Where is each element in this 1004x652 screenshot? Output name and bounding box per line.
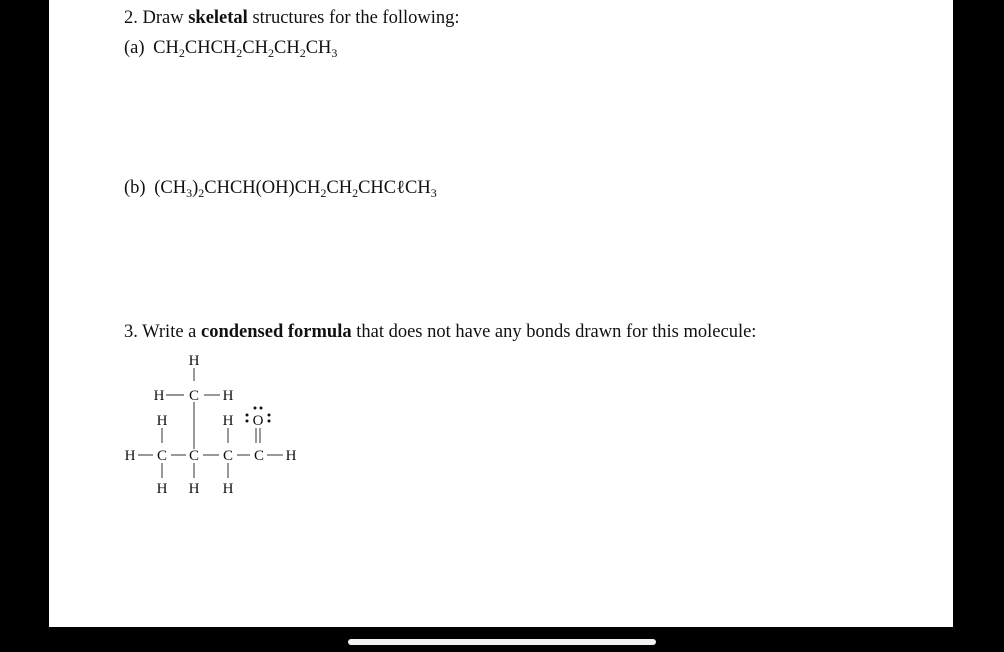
- atom-h-below-c1: H: [156, 481, 168, 497]
- atom-c3: C: [222, 448, 234, 464]
- formula-subscript: 2: [299, 46, 306, 60]
- formula-text: CH: [242, 38, 268, 58]
- formula-text: CHCH(OH)CH: [204, 178, 321, 198]
- formula-subscript: 2: [198, 186, 205, 200]
- question-2b: [124, 178, 437, 199]
- lone-pair-dot: [254, 407, 257, 410]
- formula-text: CH: [326, 178, 353, 198]
- question-2b-formula: [154, 178, 437, 198]
- question-3-number: 3.: [124, 322, 138, 342]
- question-2b-label: (b): [124, 178, 146, 198]
- formula-subscript: 2: [352, 186, 359, 200]
- question-2a-formula: [153, 38, 337, 58]
- formula-text: CH: [305, 38, 332, 58]
- question-2a: [124, 38, 337, 59]
- question-3-bold-term: condensed formula: [201, 322, 352, 342]
- formula-text: CH: [153, 38, 179, 58]
- atom-c4: C: [253, 448, 265, 464]
- atom-c2: C: [188, 448, 200, 464]
- formula-subscript: 3: [430, 186, 437, 200]
- atom-h-above-c1: H: [156, 413, 168, 429]
- question-2a-label: (a): [124, 38, 145, 58]
- lone-pair-dot: [268, 420, 271, 423]
- question-3-prefix: Write a: [142, 322, 197, 342]
- atom-c1: C: [156, 448, 168, 464]
- question-3: [124, 322, 756, 343]
- atom-c-mid: C: [188, 388, 200, 404]
- question-2-bold-term: skeletal: [188, 8, 248, 28]
- atom-h-above-c3: H: [222, 413, 234, 429]
- atom-h-mid-left: H: [153, 388, 165, 404]
- lone-pair-dot: [246, 414, 249, 417]
- formula-text: CH: [273, 38, 300, 58]
- formula-text: CHCℓCH: [358, 178, 431, 198]
- atom-h-mid-right: H: [222, 388, 234, 404]
- formula-subscript: 2: [178, 46, 185, 60]
- lone-pair-dot: [260, 407, 263, 410]
- formula-subscript: 3: [186, 186, 193, 200]
- atom-h-below-c3: H: [222, 481, 234, 497]
- worksheet-page: [49, 0, 953, 627]
- formula-text: CHCH: [184, 38, 237, 58]
- question-2: [124, 8, 460, 29]
- question-2-suffix: structures for the following:: [252, 8, 460, 28]
- question-2-prefix: Draw: [142, 8, 184, 28]
- home-indicator[interactable]: [348, 639, 656, 645]
- formula-text: ): [192, 178, 199, 198]
- lone-pair-dot: [268, 414, 271, 417]
- formula-text: (CH: [154, 178, 187, 198]
- lone-pair-dot: [246, 420, 249, 423]
- formula-subscript: 2: [236, 46, 243, 60]
- molecule-structure: [109, 345, 369, 505]
- formula-subscript: 2: [267, 46, 274, 60]
- formula-subscript: 2: [320, 186, 327, 200]
- formula-subscript: 3: [331, 46, 338, 60]
- atom-o: O: [252, 413, 264, 429]
- atom-h-top: H: [188, 353, 200, 369]
- atom-h-left: H: [124, 448, 136, 464]
- atom-h-right: H: [285, 448, 297, 464]
- question-2-number: 2.: [124, 8, 138, 28]
- question-3-suffix: that does not have any bonds drawn for this molecule:: [356, 322, 757, 342]
- atom-h-below-c2: H: [188, 481, 200, 497]
